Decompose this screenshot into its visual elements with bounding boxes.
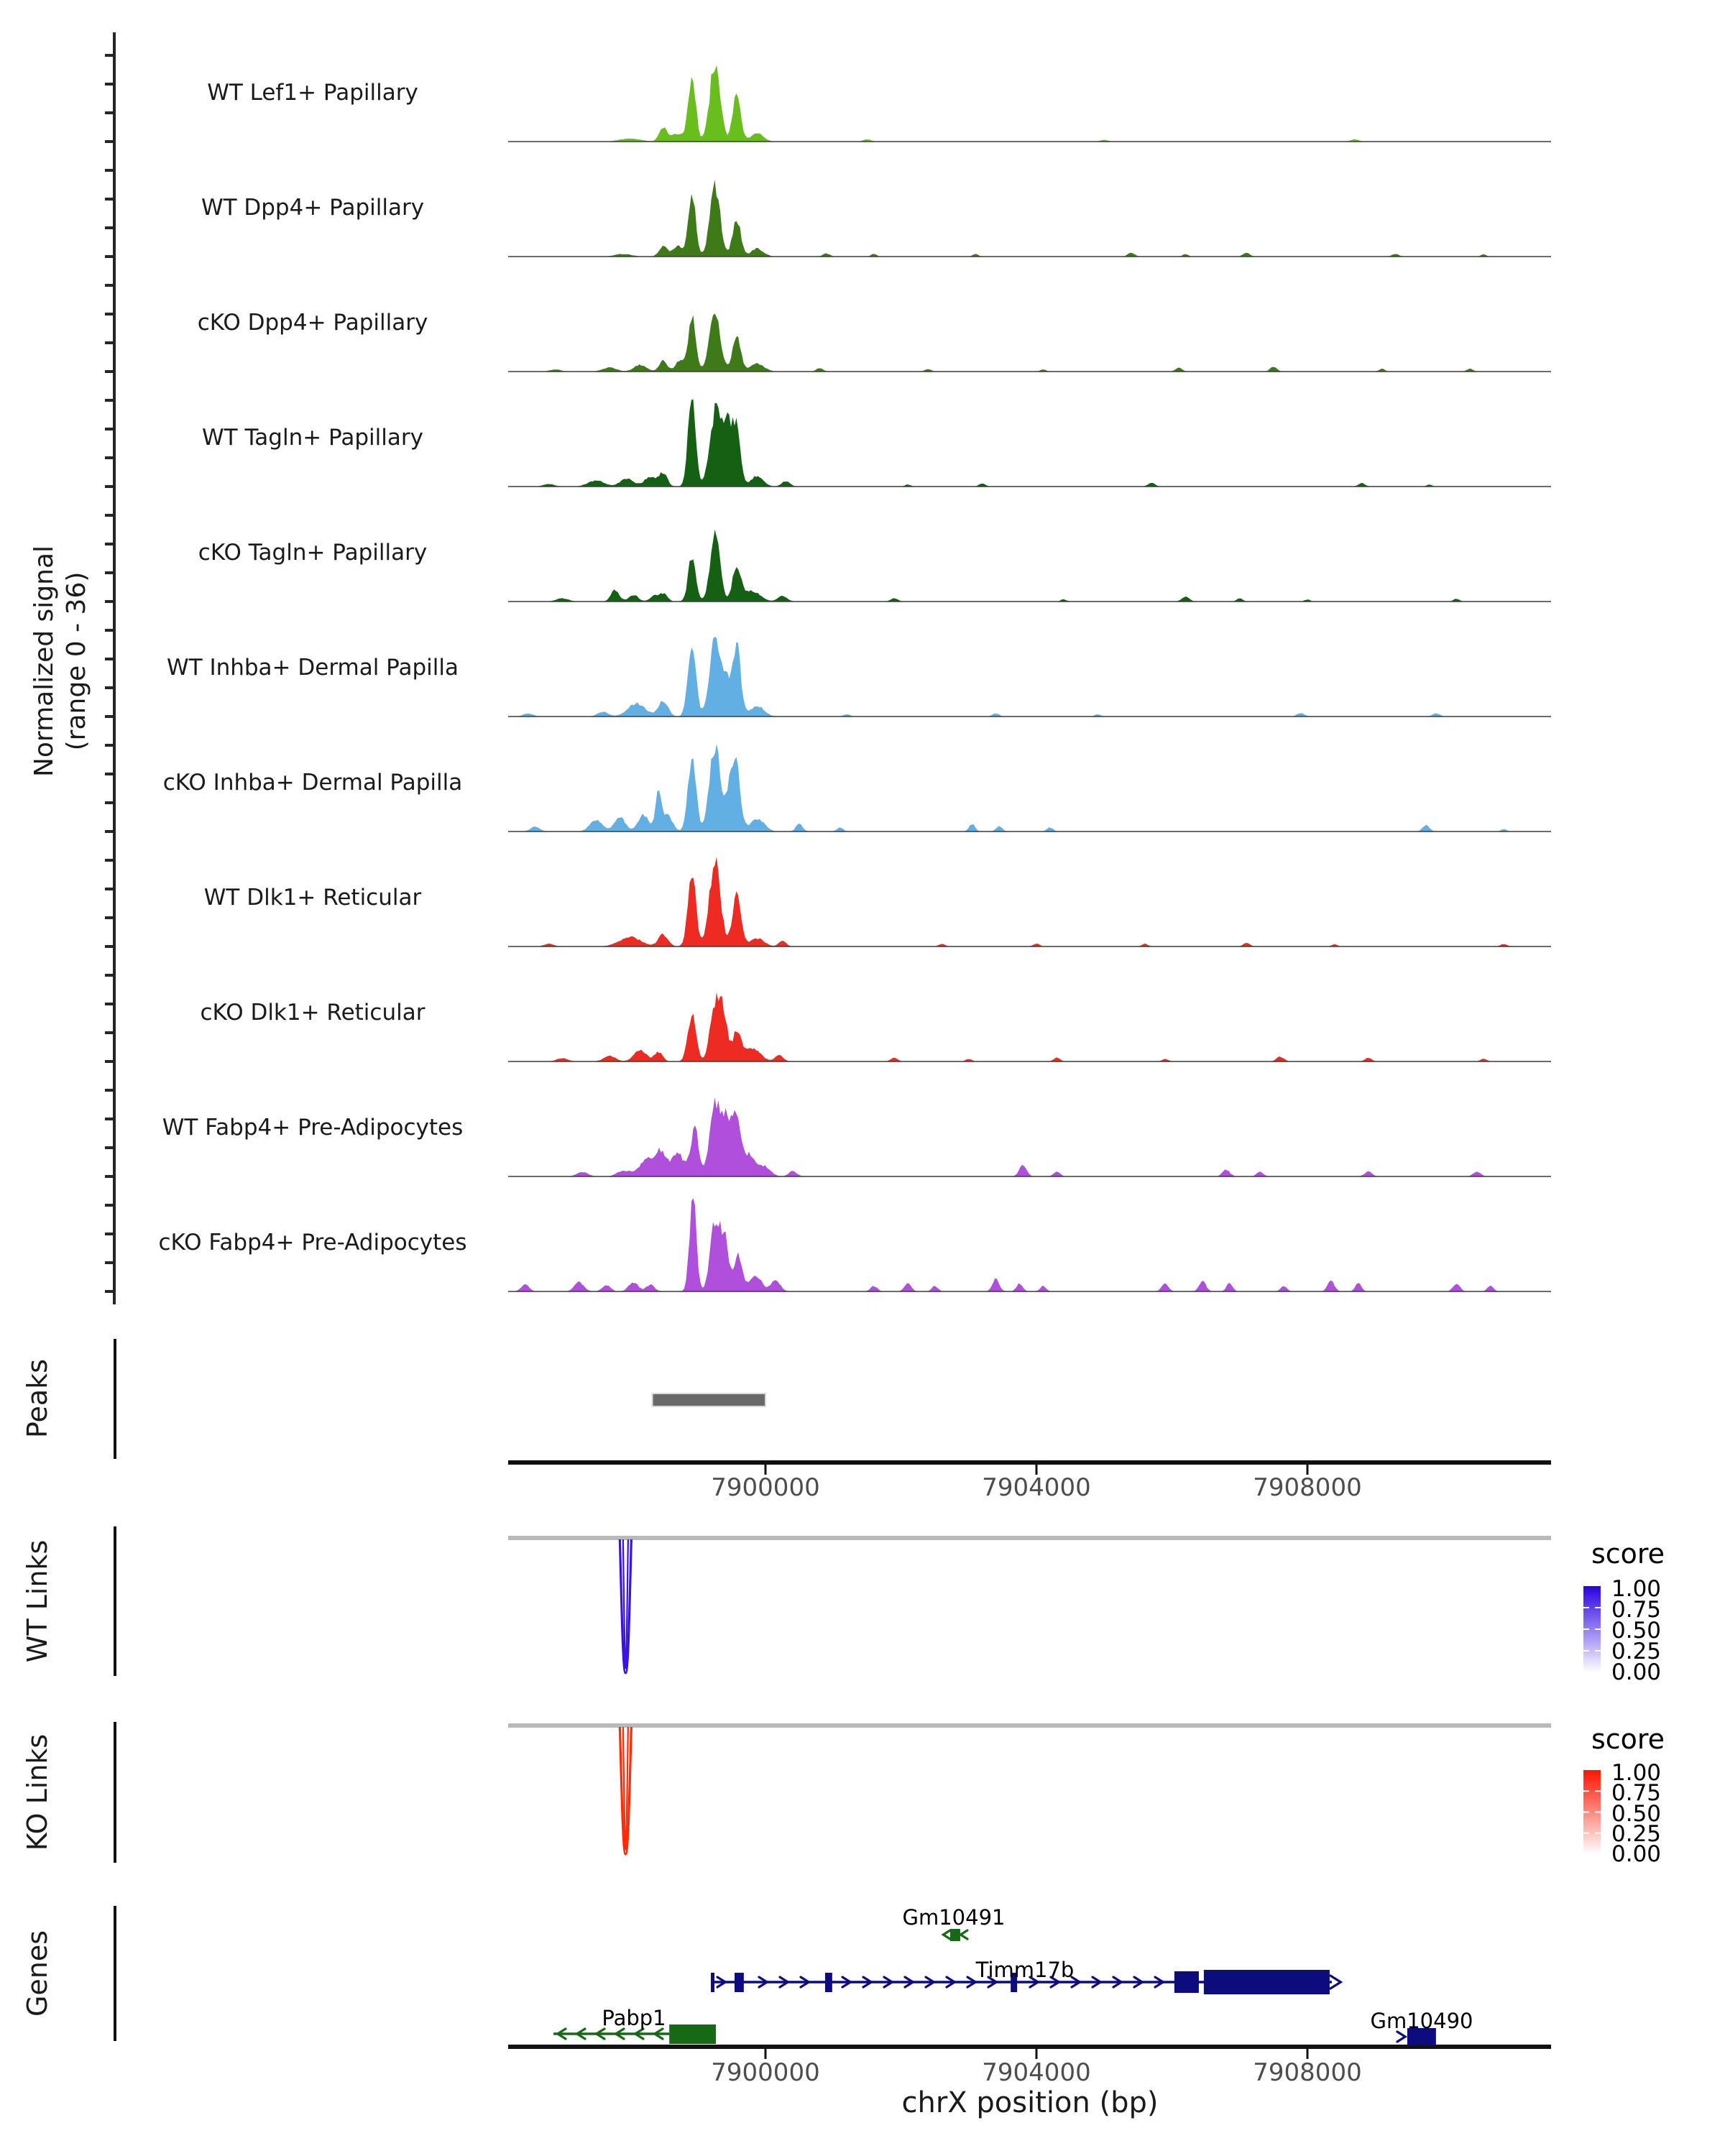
wt-legend-tick-3: 0.25 bbox=[1611, 1639, 1662, 1664]
track-label-3: WT Tagln+ Papillary bbox=[202, 425, 423, 451]
mid-tick-label-2: 7908000 bbox=[1253, 1473, 1362, 1502]
track-label-10: cKO Fabp4+ Pre-Adipocytes bbox=[158, 1230, 467, 1256]
timm17b-end-arrow bbox=[1330, 1976, 1340, 1989]
ko-legend-tick-0: 1.00 bbox=[1611, 1760, 1662, 1786]
coverage-area-track-2 bbox=[508, 313, 1551, 372]
gm10491-strand-arrow bbox=[943, 1930, 950, 1939]
gene-label-gm10491: Gm10491 bbox=[902, 1905, 1006, 1930]
track-label-1: WT Dpp4+ Papillary bbox=[201, 195, 425, 221]
track-label-0: WT Lef1+ Papillary bbox=[207, 80, 418, 106]
gm10490-strand-arrow bbox=[1397, 2032, 1405, 2042]
wt-legend-tick-2: 0.50 bbox=[1611, 1618, 1662, 1644]
coverage-area-track-5 bbox=[508, 637, 1551, 717]
peak-interval-bar bbox=[653, 1393, 765, 1406]
gene-label-gm10490: Gm10490 bbox=[1370, 2009, 1473, 2033]
timm17b-start-exon bbox=[711, 1973, 714, 1992]
bot-axis-line bbox=[508, 2045, 1551, 2049]
gene-label-pabp1: Pabp1 bbox=[602, 2006, 666, 2030]
section-label-ko-links: KO Links bbox=[22, 1733, 53, 1851]
track-label-7: WT Dlk1+ Reticular bbox=[203, 885, 422, 911]
track-label-4: cKO Tagln+ Papillary bbox=[198, 540, 428, 566]
bot-tick-label-0: 7900000 bbox=[711, 2058, 820, 2087]
coverage-area-track-7 bbox=[508, 857, 1551, 946]
ko-legend-tick-3: 0.25 bbox=[1611, 1820, 1662, 1847]
section-label-genes: Genes bbox=[22, 1930, 53, 2017]
coverage-area-track-8 bbox=[508, 992, 1551, 1061]
ko-legend-tick-4: 0.00 bbox=[1611, 1841, 1662, 1867]
section-label-peaks: Peaks bbox=[22, 1358, 53, 1439]
mid-tick-label-0: 7900000 bbox=[711, 1473, 820, 1502]
coverage-area-track-4 bbox=[508, 530, 1551, 602]
timm17b-exon-box bbox=[735, 1973, 744, 1992]
wt-legend-tick-1: 0.75 bbox=[1611, 1597, 1662, 1623]
timm17b-utr-box bbox=[1174, 1971, 1199, 1993]
coverage-area-track-3 bbox=[508, 400, 1551, 487]
coverage-area-track-6 bbox=[508, 744, 1551, 831]
gene-label-timm17b: Timm17b bbox=[975, 1958, 1075, 1982]
timm17b-utr-box bbox=[1204, 1970, 1330, 1994]
bot-tick-label-1: 7904000 bbox=[982, 2058, 1091, 2087]
y-axis-label-line1: Normalized signal bbox=[29, 545, 59, 778]
bot-tick-label-2: 7908000 bbox=[1253, 2058, 1362, 2087]
timm17b-exon-box bbox=[825, 1973, 832, 1992]
track-label-5: WT Inhba+ Dermal Papilla bbox=[167, 655, 459, 681]
wt-legend-tick-4: 0.00 bbox=[1611, 1659, 1662, 1685]
mid-axis-line bbox=[508, 1460, 1551, 1465]
coverage-area-track-0 bbox=[508, 65, 1551, 142]
x-axis-label: chrX position (bp) bbox=[901, 2086, 1159, 2119]
coverage-area-track-10 bbox=[508, 1198, 1551, 1291]
gm10491-strand-arrow bbox=[960, 1930, 967, 1939]
track-label-6: cKO Inhba+ Dermal Papilla bbox=[162, 770, 463, 796]
coverage-area-track-9 bbox=[508, 1097, 1551, 1176]
ko-legend-tick-2: 0.50 bbox=[1611, 1800, 1662, 1827]
track-label-8: cKO Dlk1+ Reticular bbox=[200, 1000, 426, 1026]
section-label-wt-links: WT Links bbox=[22, 1539, 53, 1663]
wt-legend-tick-0: 1.00 bbox=[1611, 1576, 1662, 1602]
gm10491-exon-box bbox=[950, 1929, 960, 1941]
wt-links-legend-title: score bbox=[1591, 1538, 1665, 1570]
mid-tick-label-1: 7904000 bbox=[982, 1473, 1091, 1502]
pabp1-exon-box bbox=[669, 2024, 716, 2044]
y-axis-label bbox=[28, 545, 93, 777]
track-label-9: WT Fabp4+ Pre-Adipocytes bbox=[162, 1115, 464, 1141]
ko-links-legend-title: score bbox=[1591, 1723, 1665, 1755]
coverage-area-track-1 bbox=[508, 180, 1551, 257]
track-label-2: cKO Dpp4+ Papillary bbox=[197, 310, 428, 336]
y-axis-label-line2: (range 0 - 36) bbox=[62, 571, 91, 751]
ko-legend-tick-1: 0.75 bbox=[1611, 1780, 1662, 1807]
